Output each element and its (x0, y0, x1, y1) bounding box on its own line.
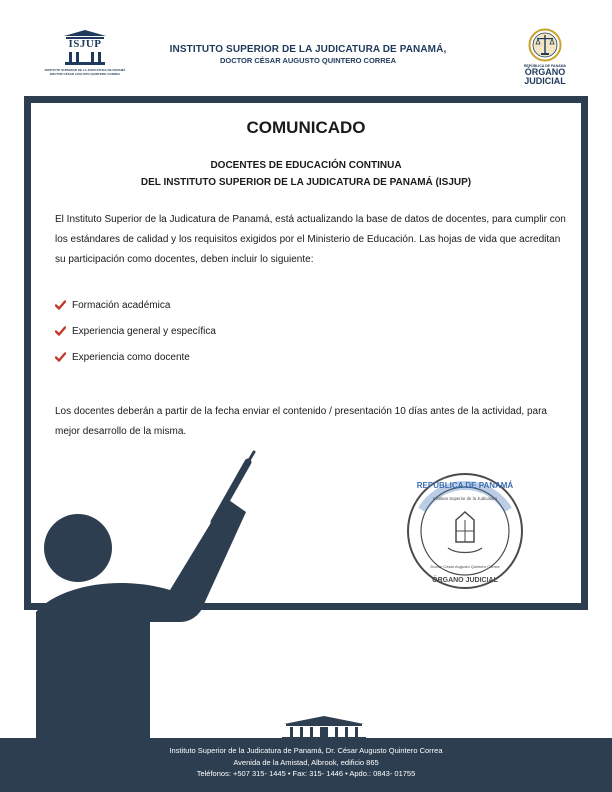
list-item-label: Formación académica (72, 299, 171, 311)
seal-inner-bottom-text: Doctor César Augusto Quintero Correa (430, 564, 500, 569)
subtitle (0, 157, 612, 191)
organo-judicial-line1: ÓRGANO (524, 67, 566, 77)
header-title-line2: DOCTOR CÉSAR AUGUSTO QUINTERO CORREA (219, 56, 397, 65)
isjup-logo-subtext: INSTITUTO SUPERIOR DE LA JUDICATURA DE PANAMÁ DOCTOR CÉSAR AUGUSTO QUINTERO CORREA (44, 68, 126, 76)
justice-emblem-icon (528, 28, 562, 62)
building-icon (278, 714, 370, 740)
footer-line1: Instituto Superior de la Judicatura de Panamá, Dr. César Augusto Quintero Correa (169, 746, 443, 755)
checkmark-icon (55, 352, 66, 362)
organo-judicial-line2: JUDICIAL (524, 76, 566, 86)
official-seal-stamp (404, 470, 526, 592)
isjup-logo-text: ISJUP (68, 38, 102, 50)
header-title (150, 44, 466, 65)
seal-outer-top-text: REPÚBLICA DE PANAMÁ (416, 481, 514, 490)
footer-text (0, 745, 612, 780)
page-title: COMUNICADO (246, 118, 366, 137)
list-item (55, 292, 216, 318)
intro-paragraph: El Instituto Superior de la Judicatura de Panamá, está actualizando la base de datos de docentes, para cumplir con los estándares de calidad y los requisitos exigidos por el Ministerio de Educación. Las hojas de vida que acreditan su participación como docentes, deben incluir lo siguiente: (55, 214, 566, 265)
list-item (55, 318, 216, 344)
requirements-list (55, 292, 216, 370)
list-item (55, 344, 216, 370)
closing-paragraph: Los docentes deberán a partir de la fecha enviar el contenido / presentación 10 días antes de la actividad, para mejor desarrollo de la misma. (55, 406, 547, 437)
isjup-logo (40, 30, 130, 80)
organo-judicial-small-text: REPÚBLICA DE PANAMÁ (523, 64, 567, 68)
organo-judicial-logo (520, 28, 570, 86)
checkmark-icon (55, 326, 66, 336)
header-title-line1: INSTITUTO SUPERIOR DE LA JUDICATURA DE PANAMÁ, (169, 44, 447, 55)
seal-outer-bottom-text: ÓRGANO JUDICIAL (432, 577, 498, 584)
subtitle-line2: DEL INSTITUTO SUPERIOR DE LA JUDICATURA DE PANAMÁ (ISJUP) (140, 177, 472, 188)
header (0, 0, 612, 92)
list-item-label: Experiencia general y específica (72, 325, 216, 337)
footer-line2: Avenida de la Amistad, Albrook, edificio 865 (233, 757, 379, 767)
checkmark-icon (55, 300, 66, 310)
seal-inner-top-text: Instituto Superior de la Judicatura (432, 496, 498, 501)
subtitle-line1: DOCENTES DE EDUCACIÓN CONTINUA (210, 160, 402, 171)
list-item-label: Experiencia como docente (72, 351, 190, 363)
footer-line3: Teléfonos: +507 315- 1445 • Fax: 315- 1446 • Apdo.: 0843- 01755 (196, 769, 416, 778)
